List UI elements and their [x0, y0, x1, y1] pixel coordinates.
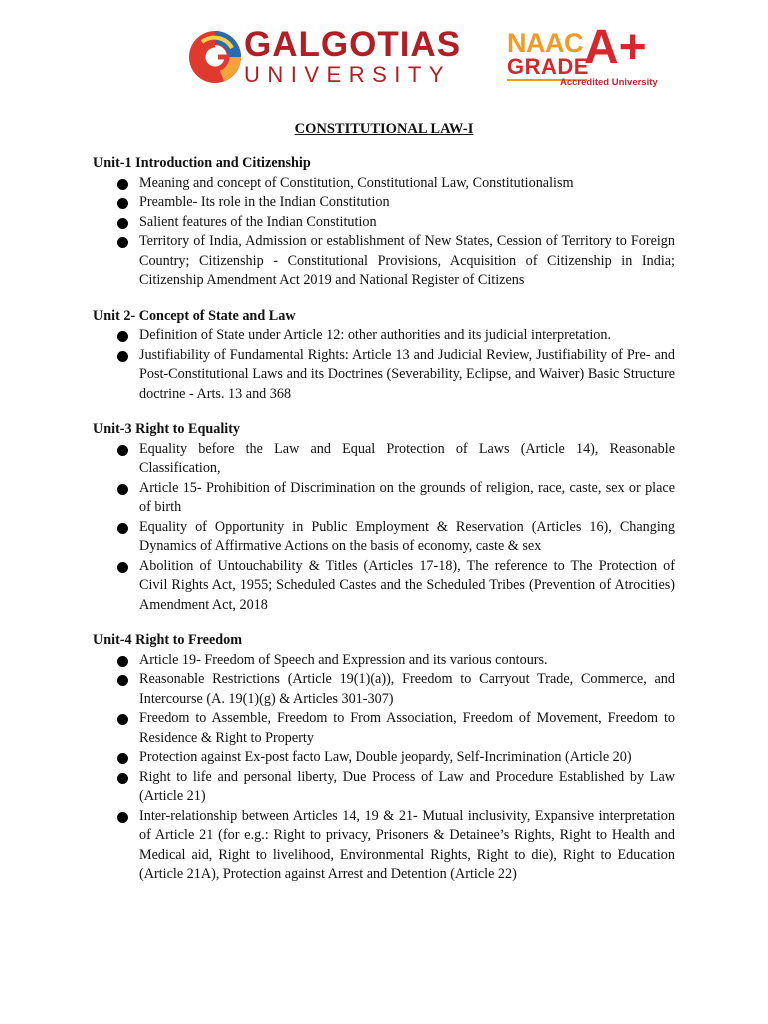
- unit-items: [93, 326, 675, 404]
- naac-grade-value: A+: [584, 21, 647, 74]
- university-brand: [244, 25, 462, 87]
- unit-4: [93, 631, 675, 885]
- list-item: Protection against Ex-post facto Law, Double jeopardy, Self-Incrimination (Article 20): [93, 748, 675, 768]
- naac-grade-label: GRADE: [507, 54, 589, 79]
- list-item: Definition of State under Article 12: other authorities and its judicial interpretation.: [93, 326, 675, 346]
- galgotias-logo-icon: [188, 28, 242, 86]
- list-item: Territory of India, Admission or establishment of New States, Cession of Territory to Foreign Country; Citizenship - Constitutional Provisions, Acquisition of Citizenship in India; Citizenship Amendment Act 2019 and National Register of Citizens: [93, 232, 675, 291]
- list-item: Freedom to Assemble, Freedom to From Association, Freedom of Movement, Freedom to Residence & Right to Property: [93, 709, 675, 748]
- unit-items: [93, 174, 675, 291]
- list-item: Abolition of Untouchability & Titles (Articles 17-18), The reference to The Protection of Civil Rights Act, 1955; Scheduled Castes and the Scheduled Tribes (Prevention of Atrocities) Amendment Act, 2018: [93, 557, 675, 616]
- unit-2: [93, 307, 675, 405]
- list-item: Article 15- Prohibition of Discrimination on the grounds of religion, race, caste, sex or place of birth: [93, 479, 675, 518]
- accreditation-text: Accredited University: [560, 77, 658, 88]
- unit-items: [93, 440, 675, 616]
- unit-3: [93, 420, 675, 615]
- university-name: GALGOTIAS: [244, 25, 462, 64]
- list-item: Equality before the Law and Equal Protection of Laws (Article 14), Reasonable Classification,: [93, 440, 675, 479]
- page-header: [0, 22, 768, 92]
- list-item: Salient features of the Indian Constitution: [93, 213, 675, 233]
- list-item: Reasonable Restrictions (Article 19(1)(a)), Freedom to Carryout Trade, Commerce, and Intercourse (A. 19(1)(g) & Articles 301-307): [93, 670, 675, 709]
- unit-title: Unit-3 Right to Equality: [93, 421, 241, 437]
- syllabus-content: [93, 154, 675, 901]
- list-item: Article 19- Freedom of Speech and Expression and its various contours.: [93, 651, 675, 671]
- naac-badge: [507, 30, 589, 81]
- list-item: Preamble- Its role in the Indian Constitution: [93, 193, 675, 213]
- list-item: Equality of Opportunity in Public Employment & Reservation (Articles 16), Changing Dynamics of Affirmative Actions on the basis of economy, caste & sex: [93, 518, 675, 557]
- list-item: Inter-relationship between Articles 14, 19 & 21- Mutual inclusivity, Expansive interpretation of Article 21 (for e.g.: Right to privacy, Prisoners & Detainee’s Rights, Right to Health and Medical aid, Right to livelihood, Environmental Rights, Right to die), Right to Education (Article 21A), Protection against Arrest and Detention (Article 22): [93, 807, 675, 885]
- unit-items: [93, 651, 675, 885]
- page-title: CONSTITUTIONAL LAW-I: [294, 121, 474, 137]
- list-item: Meaning and concept of Constitution, Constitutional Law, Constitutionalism: [93, 174, 675, 194]
- university-subtitle: UNIVERSITY: [244, 62, 452, 87]
- unit-title: Unit-4 Right to Freedom: [93, 632, 243, 648]
- unit-1: [93, 154, 675, 291]
- naac-label: NAAC: [507, 28, 583, 58]
- unit-title: Unit 2- Concept of State and Law: [93, 307, 296, 324]
- unit-title: Unit-1 Introduction and Citizenship: [93, 155, 311, 171]
- list-item: Justifiability of Fundamental Rights: Article 13 and Judicial Review, Justifiability of Pre- and Post-Constitutional Laws and its Doctrines (Severability, Eclipse, and Waiver) Basic Structure doctrine - Arts. 13 and 368: [93, 346, 675, 405]
- list-item: Right to life and personal liberty, Due Process of Law and Procedure Established by Law (Article 21): [93, 768, 675, 807]
